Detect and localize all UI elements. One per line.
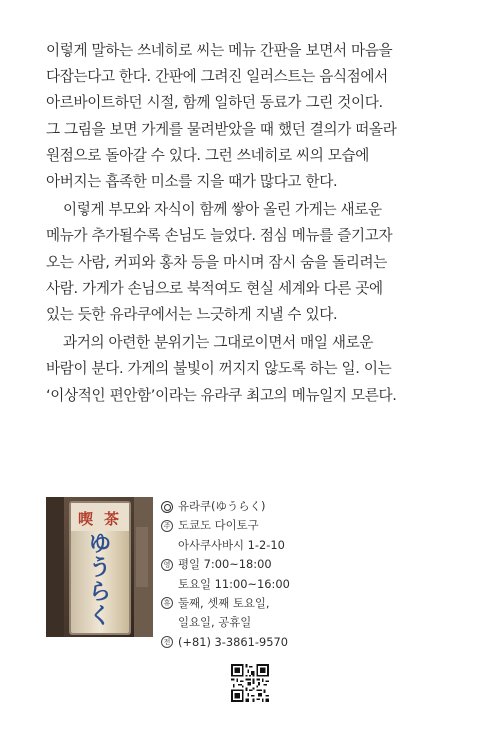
info-row-address: [161, 516, 461, 535]
closed-days-icon: 휴: [161, 597, 173, 609]
shop-hours-weekday: 평일 7:00~18:00: [178, 557, 272, 572]
paragraph-1: 이렇게 말하는 쓰네히로 씨는 메뉴 간판을 보면서 마음을 다잡는다고 한다. 간판에 그려진 일러스트는 음식점에서 아르바이트하던 시절, 함께 일하던 동료가 그린 것이다. 그 그림을 보면 가게를 물려받았을 때 했던 결의가 떠올라 원점으로 돌아갈 수 있다. 그런 쓰네히로 씨의 모습에 아버지는 흡족한 미소를 지을 때가 많다고 한다.: [46, 42, 397, 191]
shop-address-line2: 아사쿠사바시 1-2-10: [178, 537, 285, 552]
info-row-hours: [161, 555, 461, 574]
hours-icon: 영: [161, 559, 173, 571]
paragraph-3: 과거의 아련한 분위기는 그대로이면서 매일 새로운 바람이 분다. 가게의 불빛이 꺼지지 않도록 하는 일. 이는 ‘이상적인 편안함’이라는 유라쿠 최고의 메뉴일지 모른다.: [46, 334, 397, 404]
shop-phone: (+81) 3-3861-9570: [178, 634, 288, 649]
shop-address-line1: 도쿄도 다이토구: [178, 518, 259, 533]
info-row-closed: [161, 594, 461, 613]
shop-closed-line2: 일요일, 공휴일: [178, 615, 252, 630]
info-row-address-2: [161, 536, 461, 555]
sign-char-2: 茶: [104, 510, 120, 528]
shop-info-section: [46, 497, 466, 649]
info-row-closed-2: [161, 613, 461, 632]
info-row-name: [161, 497, 461, 516]
shop-hours-saturday: 토요일 11:00~16:00: [178, 576, 290, 591]
article-body: [46, 38, 466, 411]
shop-marker-icon: [161, 501, 173, 513]
qr-code-icon[interactable]: [231, 664, 269, 702]
sign-kana: ゆうらく: [88, 532, 111, 629]
shop-info-list: [161, 497, 461, 652]
shop-sign-photo: [46, 497, 153, 637]
info-row-hours-2: [161, 575, 461, 594]
shop-name: 유라쿠(ゆうらく): [178, 499, 266, 513]
address-icon: 주: [161, 520, 173, 532]
sign-char-1: 喫: [78, 510, 94, 528]
shop-closed-line1: 둘째, 셋째 토요일,: [178, 595, 270, 610]
phone-icon: 전: [161, 636, 173, 648]
paragraph-2: 이렇게 부모와 자식이 함께 쌓아 올린 가게는 새로운 메뉴가 추가될수록 손님도 늘었다. 점심 메뉴를 즐기고자 오는 사람, 커피와 홍차 등을 마시며 잠시 숨을 돌리려는 사람. 가게가 손님으로 북적여도 현실 세계와 다른 곳에 있는 듯한 유라쿠에서는 느긋하게 지낼 수 있다.: [46, 201, 393, 324]
info-row-phone: [161, 633, 461, 652]
